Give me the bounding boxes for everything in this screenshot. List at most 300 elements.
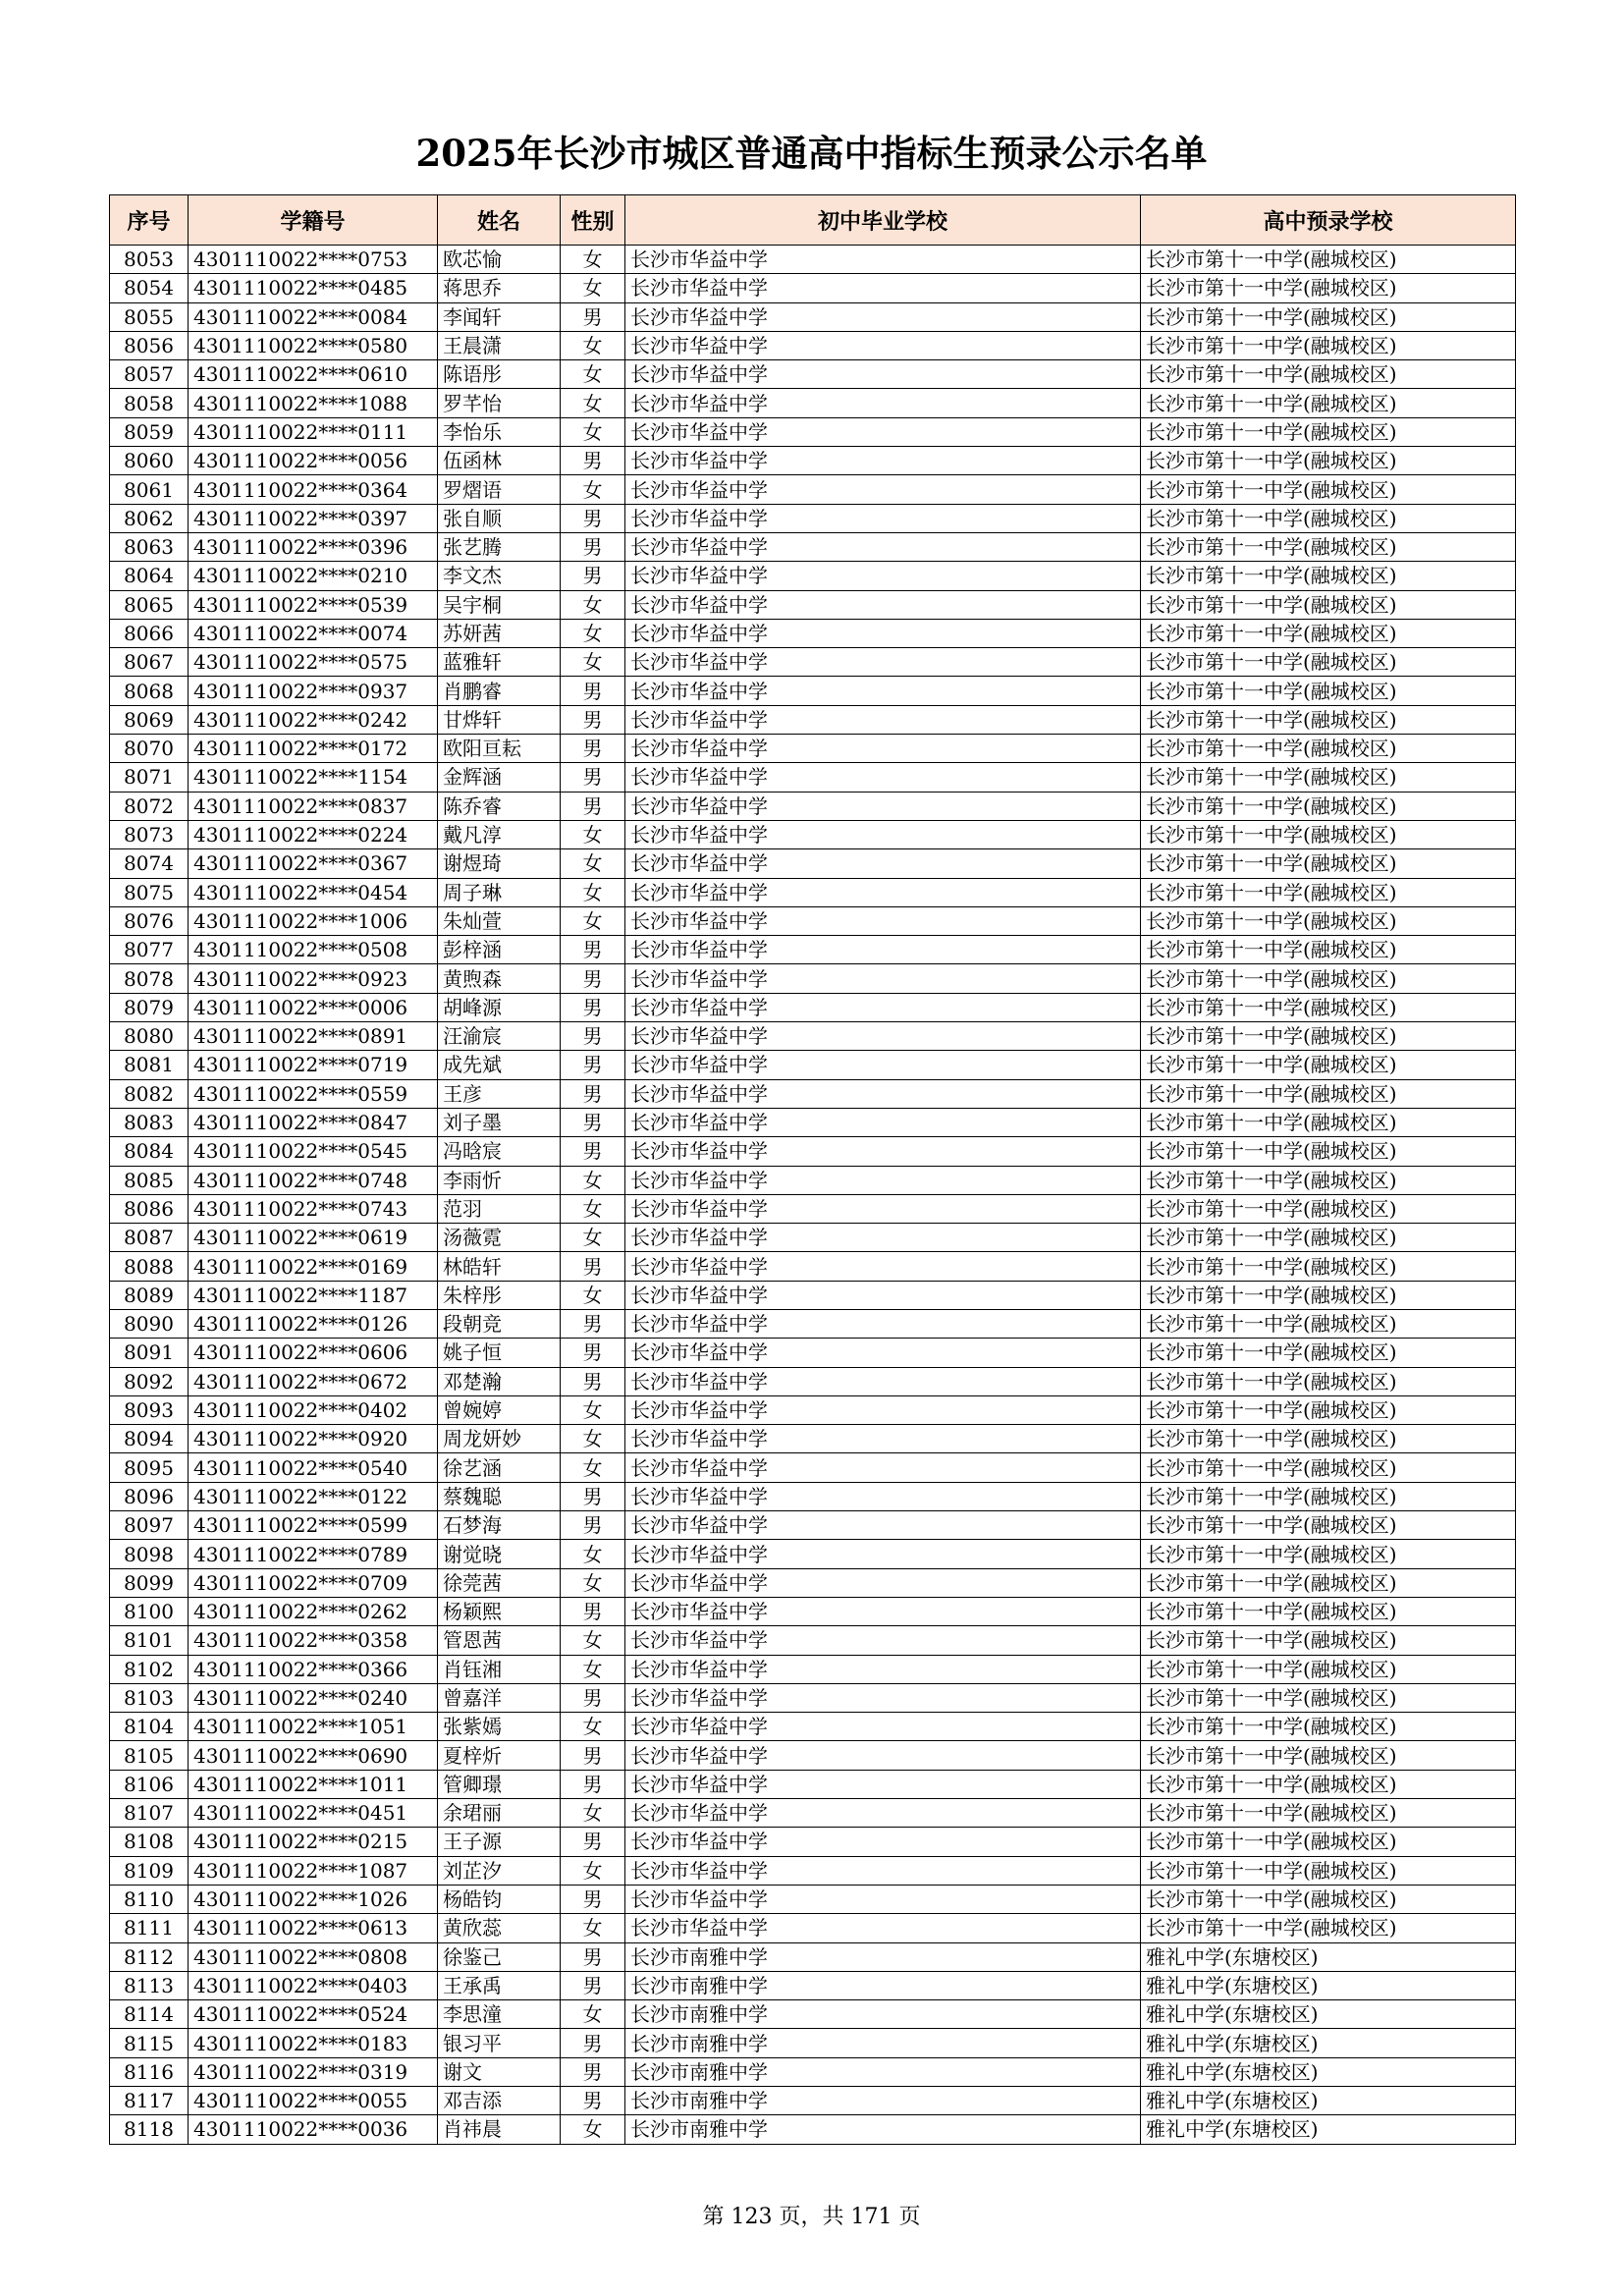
cell-middle-school: 长沙市华益中学 xyxy=(625,619,1141,647)
cell-sex: 男 xyxy=(561,1482,625,1510)
table-row xyxy=(110,648,1516,677)
cell-middle-school: 长沙市华益中学 xyxy=(625,1022,1141,1051)
cell-sex: 男 xyxy=(561,1309,625,1338)
cell-sex: 男 xyxy=(561,1971,625,1999)
table-row xyxy=(110,1597,1516,1625)
cell-student-id: 4301110022****1088 xyxy=(189,389,438,417)
cell-student-id: 4301110022****0169 xyxy=(189,1252,438,1281)
cell-high-school: 长沙市第十一中学(融城校区) xyxy=(1141,1597,1516,1625)
cell-high-school: 长沙市第十一中学(融城校区) xyxy=(1141,648,1516,677)
cell-seq: 8054 xyxy=(110,274,189,302)
cell-high-school: 长沙市第十一中学(融城校区) xyxy=(1141,1828,1516,1856)
table-row xyxy=(110,1683,1516,1712)
cell-seq: 8091 xyxy=(110,1339,189,1367)
cell-middle-school: 长沙市华益中学 xyxy=(625,590,1141,619)
cell-middle-school: 长沙市华益中学 xyxy=(625,735,1141,763)
cell-middle-school: 长沙市华益中学 xyxy=(625,820,1141,848)
cell-seq: 8064 xyxy=(110,562,189,590)
table-row xyxy=(110,1942,1516,1971)
table-row xyxy=(110,302,1516,331)
cell-seq: 8063 xyxy=(110,532,189,561)
cell-name: 谢煜琦 xyxy=(438,849,561,878)
table-body xyxy=(110,246,1516,2145)
cell-name: 邓吉添 xyxy=(438,2087,561,2115)
cell-middle-school: 长沙市华益中学 xyxy=(625,677,1141,705)
cell-sex: 女 xyxy=(561,1799,625,1828)
cell-sex: 男 xyxy=(561,792,625,820)
cell-student-id: 4301110022****1087 xyxy=(189,1856,438,1885)
cell-student-id: 4301110022****0808 xyxy=(189,1942,438,1971)
cell-sex: 女 xyxy=(561,246,625,274)
cell-student-id: 4301110022****0923 xyxy=(189,964,438,993)
cell-seq: 8108 xyxy=(110,1828,189,1856)
cell-middle-school: 长沙市华益中学 xyxy=(625,1482,1141,1510)
cell-seq: 8072 xyxy=(110,792,189,820)
cell-middle-school: 长沙市华益中学 xyxy=(625,1655,1141,1683)
header-row xyxy=(110,195,1516,246)
cell-high-school: 长沙市第十一中学(融城校区) xyxy=(1141,1224,1516,1252)
cell-sex: 女 xyxy=(561,820,625,848)
cell-high-school: 长沙市第十一中学(融城校区) xyxy=(1141,1453,1516,1482)
table-row xyxy=(110,246,1516,274)
table-row xyxy=(110,2000,1516,2029)
cell-student-id: 4301110022****0719 xyxy=(189,1051,438,1079)
cell-high-school: 长沙市第十一中学(融城校区) xyxy=(1141,590,1516,619)
cell-high-school: 长沙市第十一中学(融城校区) xyxy=(1141,274,1516,302)
cell-seq: 8115 xyxy=(110,2029,189,2057)
cell-sex: 女 xyxy=(561,1713,625,1741)
cell-sex: 男 xyxy=(561,1828,625,1856)
cell-student-id: 4301110022****0224 xyxy=(189,820,438,848)
cell-name: 石梦海 xyxy=(438,1511,561,1540)
cell-sex: 女 xyxy=(561,906,625,935)
cell-seq: 8085 xyxy=(110,1166,189,1194)
cell-middle-school: 长沙市华益中学 xyxy=(625,1914,1141,1942)
cell-sex: 女 xyxy=(561,619,625,647)
table-row xyxy=(110,1166,1516,1194)
cell-middle-school: 长沙市华益中学 xyxy=(625,1108,1141,1136)
table-row xyxy=(110,1367,1516,1395)
column-header-seq: 序号 xyxy=(110,195,189,246)
cell-sex: 男 xyxy=(561,2087,625,2115)
cell-high-school: 长沙市第十一中学(融城校区) xyxy=(1141,1137,1516,1166)
cell-sex: 男 xyxy=(561,1885,625,1913)
cell-name: 李怡乐 xyxy=(438,417,561,446)
table-row xyxy=(110,906,1516,935)
cell-sex: 女 xyxy=(561,1224,625,1252)
cell-middle-school: 长沙市华益中学 xyxy=(625,1079,1141,1108)
cell-seq: 8071 xyxy=(110,763,189,792)
cell-seq: 8118 xyxy=(110,2115,189,2144)
cell-middle-school: 长沙市华益中学 xyxy=(625,993,1141,1021)
cell-student-id: 4301110022****0580 xyxy=(189,331,438,359)
table-row xyxy=(110,1453,1516,1482)
cell-sex: 男 xyxy=(561,1339,625,1367)
cell-student-id: 4301110022****0599 xyxy=(189,1511,438,1540)
cell-high-school: 长沙市第十一中学(融城校区) xyxy=(1141,1914,1516,1942)
cell-name: 王承禹 xyxy=(438,1971,561,1999)
cell-sex: 男 xyxy=(561,562,625,590)
cell-name: 罗芊怡 xyxy=(438,389,561,417)
cell-student-id: 4301110022****0122 xyxy=(189,1482,438,1510)
cell-name: 周子琳 xyxy=(438,878,561,906)
cell-middle-school: 长沙市南雅中学 xyxy=(625,1971,1141,1999)
table-row xyxy=(110,274,1516,302)
table-row xyxy=(110,1079,1516,1108)
cell-seq: 8083 xyxy=(110,1108,189,1136)
cell-middle-school: 长沙市华益中学 xyxy=(625,1828,1141,1856)
cell-sex: 女 xyxy=(561,475,625,504)
cell-sex: 男 xyxy=(561,677,625,705)
cell-middle-school: 长沙市华益中学 xyxy=(625,504,1141,532)
cell-seq: 8087 xyxy=(110,1224,189,1252)
cell-middle-school: 长沙市华益中学 xyxy=(625,936,1141,964)
cell-student-id: 4301110022****0672 xyxy=(189,1367,438,1395)
cell-middle-school: 长沙市华益中学 xyxy=(625,1224,1141,1252)
cell-high-school: 长沙市第十一中学(融城校区) xyxy=(1141,447,1516,475)
cell-sex: 男 xyxy=(561,1137,625,1166)
cell-high-school: 长沙市第十一中学(融城校区) xyxy=(1141,1885,1516,1913)
cell-sex: 男 xyxy=(561,735,625,763)
cell-sex: 女 xyxy=(561,1540,625,1568)
cell-name: 甘烨轩 xyxy=(438,705,561,734)
cell-student-id: 4301110022****1051 xyxy=(189,1713,438,1741)
cell-name: 肖祎晨 xyxy=(438,2115,561,2144)
cell-student-id: 4301110022****0891 xyxy=(189,1022,438,1051)
cell-name: 李思潼 xyxy=(438,2000,561,2029)
cell-name: 蓝雅轩 xyxy=(438,648,561,677)
cell-middle-school: 长沙市华益中学 xyxy=(625,1453,1141,1482)
cell-name: 朱灿萱 xyxy=(438,906,561,935)
table-row xyxy=(110,820,1516,848)
cell-student-id: 4301110022****0743 xyxy=(189,1194,438,1223)
cell-sex: 男 xyxy=(561,1252,625,1281)
cell-middle-school: 长沙市华益中学 xyxy=(625,1137,1141,1166)
cell-sex: 男 xyxy=(561,2057,625,2086)
table-row xyxy=(110,504,1516,532)
cell-seq: 8060 xyxy=(110,447,189,475)
cell-high-school: 长沙市第十一中学(融城校区) xyxy=(1141,417,1516,446)
cell-seq: 8073 xyxy=(110,820,189,848)
cell-student-id: 4301110022****0397 xyxy=(189,504,438,532)
cell-seq: 8082 xyxy=(110,1079,189,1108)
cell-seq: 8111 xyxy=(110,1914,189,1942)
cell-sex: 女 xyxy=(561,878,625,906)
cell-seq: 8079 xyxy=(110,993,189,1021)
cell-student-id: 4301110022****0454 xyxy=(189,878,438,906)
cell-middle-school: 长沙市华益中学 xyxy=(625,1395,1141,1424)
cell-high-school: 长沙市第十一中学(融城校区) xyxy=(1141,1252,1516,1281)
cell-middle-school: 长沙市南雅中学 xyxy=(625,2029,1141,2057)
cell-name: 欧阳亘耘 xyxy=(438,735,561,763)
cell-seq: 8109 xyxy=(110,1856,189,1885)
cell-high-school: 长沙市第十一中学(融城校区) xyxy=(1141,1713,1516,1741)
cell-sex: 男 xyxy=(561,705,625,734)
cell-name: 胡峰源 xyxy=(438,993,561,1021)
cell-middle-school: 长沙市华益中学 xyxy=(625,1885,1141,1913)
cell-name: 肖钰湘 xyxy=(438,1655,561,1683)
cell-student-id: 4301110022****0748 xyxy=(189,1166,438,1194)
cell-seq: 8101 xyxy=(110,1626,189,1655)
table-row xyxy=(110,1713,1516,1741)
cell-high-school: 长沙市第十一中学(融城校区) xyxy=(1141,302,1516,331)
table-row xyxy=(110,1741,1516,1770)
table-header xyxy=(110,195,1516,246)
cell-name: 成先斌 xyxy=(438,1051,561,1079)
table-row xyxy=(110,1281,1516,1309)
cell-middle-school: 长沙市华益中学 xyxy=(625,389,1141,417)
cell-high-school: 长沙市第十一中学(融城校区) xyxy=(1141,677,1516,705)
cell-high-school: 长沙市第十一中学(融城校区) xyxy=(1141,705,1516,734)
cell-student-id: 4301110022****0240 xyxy=(189,1683,438,1712)
cell-student-id: 4301110022****0319 xyxy=(189,2057,438,2086)
column-header-student-id: 学籍号 xyxy=(189,195,438,246)
cell-high-school: 长沙市第十一中学(融城校区) xyxy=(1141,936,1516,964)
cell-name: 管恩茜 xyxy=(438,1626,561,1655)
cell-name: 王彦 xyxy=(438,1079,561,1108)
cell-high-school: 长沙市第十一中学(融城校区) xyxy=(1141,1194,1516,1223)
cell-sex: 女 xyxy=(561,1626,625,1655)
cell-student-id: 4301110022****0619 xyxy=(189,1224,438,1252)
cell-sex: 男 xyxy=(561,302,625,331)
cell-middle-school: 长沙市华益中学 xyxy=(625,1309,1141,1338)
table-row xyxy=(110,792,1516,820)
table-row xyxy=(110,993,1516,1021)
table-row xyxy=(110,389,1516,417)
table-row xyxy=(110,1425,1516,1453)
table-row xyxy=(110,1856,1516,1885)
table-row xyxy=(110,590,1516,619)
table-row xyxy=(110,1224,1516,1252)
cell-high-school: 长沙市第十一中学(融城校区) xyxy=(1141,1367,1516,1395)
cell-sex: 女 xyxy=(561,417,625,446)
cell-student-id: 4301110022****0183 xyxy=(189,2029,438,2057)
cell-name: 张艺腾 xyxy=(438,532,561,561)
cell-seq: 8061 xyxy=(110,475,189,504)
cell-student-id: 4301110022****0920 xyxy=(189,1425,438,1453)
cell-student-id: 4301110022****0540 xyxy=(189,1453,438,1482)
table-row xyxy=(110,1914,1516,1942)
cell-seq: 8067 xyxy=(110,648,189,677)
cell-seq: 8059 xyxy=(110,417,189,446)
cell-name: 黄欣蕊 xyxy=(438,1914,561,1942)
cell-name: 刘子墨 xyxy=(438,1108,561,1136)
cell-sex: 女 xyxy=(561,849,625,878)
table-row xyxy=(110,1395,1516,1424)
cell-name: 王晨潇 xyxy=(438,331,561,359)
cell-high-school: 长沙市第十一中学(融城校区) xyxy=(1141,1568,1516,1597)
cell-seq: 8117 xyxy=(110,2087,189,2115)
table-row xyxy=(110,705,1516,734)
cell-name: 徐艺涵 xyxy=(438,1453,561,1482)
cell-student-id: 4301110022****0126 xyxy=(189,1309,438,1338)
table-row xyxy=(110,1194,1516,1223)
cell-seq: 8092 xyxy=(110,1367,189,1395)
cell-name: 徐莞茜 xyxy=(438,1568,561,1597)
cell-seq: 8100 xyxy=(110,1597,189,1625)
cell-student-id: 4301110022****0847 xyxy=(189,1108,438,1136)
cell-sex: 女 xyxy=(561,1425,625,1453)
cell-student-id: 4301110022****0262 xyxy=(189,1597,438,1625)
cell-sex: 男 xyxy=(561,1079,625,1108)
cell-name: 周龙妍妙 xyxy=(438,1425,561,1453)
cell-seq: 8089 xyxy=(110,1281,189,1309)
table-row xyxy=(110,1655,1516,1683)
cell-middle-school: 长沙市华益中学 xyxy=(625,1799,1141,1828)
cell-name: 林皓轩 xyxy=(438,1252,561,1281)
cell-name: 段朝竞 xyxy=(438,1309,561,1338)
cell-seq: 8102 xyxy=(110,1655,189,1683)
cell-high-school: 长沙市第十一中学(融城校区) xyxy=(1141,1540,1516,1568)
cell-high-school: 长沙市第十一中学(融城校区) xyxy=(1141,1626,1516,1655)
cell-high-school: 长沙市第十一中学(融城校区) xyxy=(1141,763,1516,792)
cell-student-id: 4301110022****0837 xyxy=(189,792,438,820)
cell-high-school: 长沙市第十一中学(融城校区) xyxy=(1141,504,1516,532)
table-row xyxy=(110,1540,1516,1568)
cell-sex: 男 xyxy=(561,1022,625,1051)
cell-seq: 8116 xyxy=(110,2057,189,2086)
cell-sex: 女 xyxy=(561,1856,625,1885)
cell-high-school: 长沙市第十一中学(融城校区) xyxy=(1141,1108,1516,1136)
cell-middle-school: 长沙市华益中学 xyxy=(625,1367,1141,1395)
cell-middle-school: 长沙市华益中学 xyxy=(625,849,1141,878)
cell-seq: 8097 xyxy=(110,1511,189,1540)
cell-high-school: 长沙市第十一中学(融城校区) xyxy=(1141,1281,1516,1309)
cell-sex: 男 xyxy=(561,1108,625,1136)
cell-middle-school: 长沙市华益中学 xyxy=(625,906,1141,935)
cell-middle-school: 长沙市华益中学 xyxy=(625,763,1141,792)
cell-sex: 女 xyxy=(561,2115,625,2144)
cell-student-id: 4301110022****0055 xyxy=(189,2087,438,2115)
cell-seq: 8057 xyxy=(110,360,189,389)
cell-high-school: 长沙市第十一中学(融城校区) xyxy=(1141,246,1516,274)
cell-name: 徐鉴己 xyxy=(438,1942,561,1971)
cell-middle-school: 长沙市华益中学 xyxy=(625,475,1141,504)
cell-student-id: 4301110022****0789 xyxy=(189,1540,438,1568)
cell-middle-school: 长沙市华益中学 xyxy=(625,417,1141,446)
cell-sex: 男 xyxy=(561,964,625,993)
cell-middle-school: 长沙市华益中学 xyxy=(625,1568,1141,1597)
cell-middle-school: 长沙市华益中学 xyxy=(625,532,1141,561)
cell-middle-school: 长沙市华益中学 xyxy=(625,360,1141,389)
cell-high-school: 雅礼中学(东塘校区) xyxy=(1141,2029,1516,2057)
cell-name: 陈乔睿 xyxy=(438,792,561,820)
cell-student-id: 4301110022****0111 xyxy=(189,417,438,446)
column-header-name: 姓名 xyxy=(438,195,561,246)
table-row xyxy=(110,1885,1516,1913)
cell-middle-school: 长沙市华益中学 xyxy=(625,878,1141,906)
cell-high-school: 长沙市第十一中学(融城校区) xyxy=(1141,1856,1516,1885)
column-header-high-school: 高中预录学校 xyxy=(1141,195,1516,246)
cell-name: 肖鹏睿 xyxy=(438,677,561,705)
table-row xyxy=(110,1137,1516,1166)
cell-high-school: 长沙市第十一中学(融城校区) xyxy=(1141,792,1516,820)
cell-student-id: 4301110022****0172 xyxy=(189,735,438,763)
cell-student-id: 4301110022****0613 xyxy=(189,1914,438,1942)
cell-student-id: 4301110022****0753 xyxy=(189,246,438,274)
cell-middle-school: 长沙市华益中学 xyxy=(625,562,1141,590)
cell-name: 戴凡淳 xyxy=(438,820,561,848)
cell-high-school: 雅礼中学(东塘校区) xyxy=(1141,2057,1516,2086)
cell-seq: 8070 xyxy=(110,735,189,763)
cell-student-id: 4301110022****0545 xyxy=(189,1137,438,1166)
cell-seq: 8104 xyxy=(110,1713,189,1741)
cell-name: 管卿璟 xyxy=(438,1770,561,1798)
cell-middle-school: 长沙市华益中学 xyxy=(625,1281,1141,1309)
cell-name: 范羽 xyxy=(438,1194,561,1223)
cell-sex: 女 xyxy=(561,1655,625,1683)
table-row xyxy=(110,763,1516,792)
cell-middle-school: 长沙市华益中学 xyxy=(625,1741,1141,1770)
cell-high-school: 长沙市第十一中学(融城校区) xyxy=(1141,820,1516,848)
cell-middle-school: 长沙市华益中学 xyxy=(625,792,1141,820)
cell-sex: 女 xyxy=(561,2000,625,2029)
cell-sex: 女 xyxy=(561,1395,625,1424)
cell-seq: 8076 xyxy=(110,906,189,935)
page-title: 2025年长沙市城区普通高中指标生预录公示名单 xyxy=(415,132,1208,175)
cell-seq: 8112 xyxy=(110,1942,189,1971)
cell-student-id: 4301110022****0215 xyxy=(189,1828,438,1856)
cell-sex: 男 xyxy=(561,1597,625,1625)
cell-sex: 女 xyxy=(561,1568,625,1597)
cell-sex: 男 xyxy=(561,936,625,964)
cell-high-school: 雅礼中学(东塘校区) xyxy=(1141,1942,1516,1971)
cell-high-school: 雅礼中学(东塘校区) xyxy=(1141,2115,1516,2144)
table-row xyxy=(110,677,1516,705)
table-row xyxy=(110,619,1516,647)
cell-middle-school: 长沙市华益中学 xyxy=(625,964,1141,993)
cell-high-school: 长沙市第十一中学(融城校区) xyxy=(1141,1079,1516,1108)
cell-sex: 男 xyxy=(561,1683,625,1712)
cell-seq: 8095 xyxy=(110,1453,189,1482)
cell-seq: 8107 xyxy=(110,1799,189,1828)
cell-high-school: 长沙市第十一中学(融城校区) xyxy=(1141,993,1516,1021)
cell-student-id: 4301110022****0084 xyxy=(189,302,438,331)
table-row xyxy=(110,1626,1516,1655)
cell-high-school: 长沙市第十一中学(融城校区) xyxy=(1141,619,1516,647)
cell-student-id: 4301110022****0451 xyxy=(189,1799,438,1828)
cell-name: 冯晗宸 xyxy=(438,1137,561,1166)
cell-seq: 8096 xyxy=(110,1482,189,1510)
column-header-sex: 性别 xyxy=(561,195,625,246)
cell-seq: 8094 xyxy=(110,1425,189,1453)
cell-high-school: 长沙市第十一中学(融城校区) xyxy=(1141,1482,1516,1510)
table-row xyxy=(110,360,1516,389)
cell-student-id: 4301110022****1006 xyxy=(189,906,438,935)
cell-name: 彭梓涵 xyxy=(438,936,561,964)
cell-high-school: 长沙市第十一中学(融城校区) xyxy=(1141,360,1516,389)
table-row xyxy=(110,417,1516,446)
cell-student-id: 4301110022****0396 xyxy=(189,532,438,561)
cell-student-id: 4301110022****0403 xyxy=(189,1971,438,1999)
cell-high-school: 长沙市第十一中学(融城校区) xyxy=(1141,331,1516,359)
column-header-middle-school: 初中毕业学校 xyxy=(625,195,1141,246)
cell-name: 刘芷汐 xyxy=(438,1856,561,1885)
cell-student-id: 4301110022****0709 xyxy=(189,1568,438,1597)
table-row xyxy=(110,2057,1516,2086)
table-row xyxy=(110,964,1516,993)
cell-high-school: 长沙市第十一中学(融城校区) xyxy=(1141,1425,1516,1453)
cell-student-id: 4301110022****0690 xyxy=(189,1741,438,1770)
cell-student-id: 4301110022****0539 xyxy=(189,590,438,619)
cell-high-school: 长沙市第十一中学(融城校区) xyxy=(1141,562,1516,590)
cell-sex: 男 xyxy=(561,1942,625,1971)
cell-name: 李文杰 xyxy=(438,562,561,590)
table-row xyxy=(110,2087,1516,2115)
cell-high-school: 长沙市第十一中学(融城校区) xyxy=(1141,1655,1516,1683)
cell-seq: 8075 xyxy=(110,878,189,906)
cell-high-school: 长沙市第十一中学(融城校区) xyxy=(1141,1741,1516,1770)
